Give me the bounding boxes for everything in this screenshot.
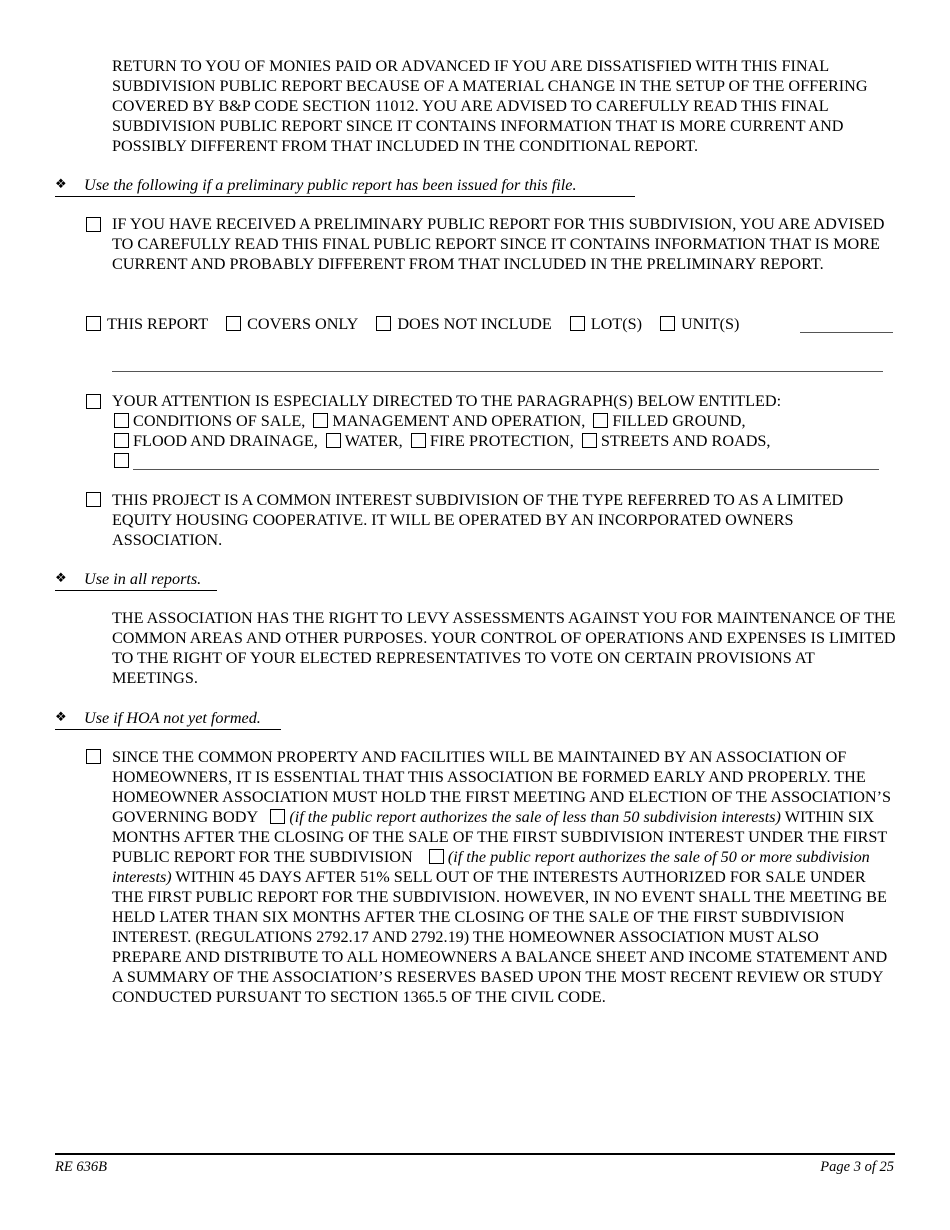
units-label: UNIT(S) <box>680 315 740 333</box>
water-checkbox[interactable] <box>326 433 341 448</box>
unit-count-blank[interactable] <box>800 332 893 333</box>
diamond-bullet-icon: ❖ <box>55 571 67 586</box>
coverage-row <box>86 314 739 334</box>
attention-block <box>112 391 912 471</box>
attention-intro: YOUR ATTENTION IS ESPECIALLY DIRECTED TO THE PARAGRAPH(S) BELOW ENTITLED: <box>112 392 782 410</box>
flood-drainage-checkbox[interactable] <box>114 433 129 448</box>
attention-checkbox[interactable] <box>86 394 101 409</box>
this-report-checkbox[interactable] <box>86 316 101 331</box>
hoa-italic-over-50: (if the public report authorizes the sale of 50 or more subdivision interests) <box>112 848 870 886</box>
cooperative-checkbox[interactable] <box>86 492 101 507</box>
section-heading-hoa: Use if HOA not yet formed. <box>84 709 261 727</box>
preliminary-report-text: IF YOU HAVE RECEIVED A PRELIMINARY PUBLIC REPORT FOR THIS SUBDIVISION, YOU ARE ADVISED TO CAREFULLY READ THIS FINAL PUBLIC REPORT SINCE IT CONTAINS INFORMATION THAT IS MORE CURRENT AND PROBABLY DIFFERENT FROM THAT INCLUDED IN THE PRELIMINARY REPORT. <box>112 215 885 273</box>
under-50-interests-checkbox[interactable] <box>270 809 285 824</box>
cooperative-text: THIS PROJECT IS A COMMON INTEREST SUBDIVISION OF THE TYPE REFERRED TO AS A LIMITED EQUITY HOUSING COOPERATIVE. IT WILL BE OPERATED BY AN INCORPORATED OWNERS ASSOCIATION. <box>112 491 844 549</box>
coverage-description-blank[interactable] <box>112 371 883 372</box>
page-number: Page 3 of 25 <box>820 1159 894 1175</box>
units-checkbox[interactable] <box>660 316 675 331</box>
footer-divider <box>55 1153 895 1155</box>
section-heading-preliminary: Use the following if a preliminary public report has been issued for this file. <box>84 176 577 194</box>
does-not-include-label: DOES NOT INCLUDE <box>397 315 552 333</box>
lots-checkbox[interactable] <box>570 316 585 331</box>
diamond-bullet-icon: ❖ <box>55 710 67 725</box>
lots-label: LOT(S) <box>590 315 642 333</box>
hoa-text-part3: WITHIN 45 DAYS AFTER 51% SELL OUT OF THE INTERESTS AUTHORIZED FOR SALE UNDER THE FIRST PUBLIC REPORT FOR THE SUBDIVISION. HOWEVER, IN NO EVENT SHALL THE MEETING BE HELD LATER THAN SIX MONTHS AFTER THE CLOSING OF THE SALE OF THE FIRST SUBDIVISION INTEREST. (REGULATIONS 2792.17 AND 2792.19) THE HOMEOWNER ASSOCIATION MUST ALSO PREPARE AND DISTRIBUTE TO ALL HOMEOWNERS A BALANCE SHEET AND INCOME STATEMENT AND A SUMMARY OF THE ASSOCIATION’S RESERVES BASED UPON THE MOST RECENT REVIEW OR STUDY CONDUCTED PURSUANT TO SECTION 1365.5 OF THE CIVIL CODE. <box>112 868 888 1006</box>
covers-only-label: COVERS ONLY <box>247 315 359 333</box>
conditions-of-sale-label: CONDITIONS OF SALE, <box>133 412 306 430</box>
hoa-text-part1: SINCE THE COMMON PROPERTY AND FACILITIES WILL BE MAINTAINED BY AN ASSOCIATION OF HOMEOWNERS, IT IS ESSENTIAL THAT THIS ASSOCIATION BE FORMED EARLY AND PROPERLY. THE HOMEOWNER ASSOCIATION MUST HOLD THE FIRST MEETING AND ELECTION OF THE ASSOCIATION’S GOVERNING BODY <box>112 748 891 826</box>
section-heading-all-reports: Use in all reports. <box>84 570 202 588</box>
conditions-of-sale-checkbox[interactable] <box>114 413 129 428</box>
other-paragraph-blank[interactable] <box>133 469 879 470</box>
section-header-preliminary <box>55 175 635 197</box>
intro-paragraph: RETURN TO YOU OF MONIES PAID OR ADVANCED IF YOU ARE DISSATISFIED WITH THIS FINAL SUBDIVISION PUBLIC REPORT BECAUSE OF A MATERIAL CHANGE IN THE SETUP OF THE OFFERING COVERED BY B&P CODE SECTION 11012. YOU ARE ADVISED TO CAREFULLY READ THIS FINAL SUBDIVISION PUBLIC REPORT SINCE IT CONTAINS INFORMATION THAT IS MORE CURRENT AND POSSIBLY DIFFERENT FROM THAT INCLUDED IN THE CONDITIONAL REPORT. <box>112 57 868 155</box>
assessments-text: THE ASSOCIATION HAS THE RIGHT TO LEVY ASSESSMENTS AGAINST YOU FOR MAINTENANCE OF THE COMMON AREAS AND OTHER PURPOSES. YOUR CONTROL OF OPERATIONS AND EXPENSES IS LIMITED TO THE RIGHT OF YOUR ELECTED REPRESENTATIVES TO VOTE ON CERTAIN PROVISIONS AT MEETINGS. <box>112 609 896 687</box>
section-header-all-reports <box>55 569 217 591</box>
management-checkbox[interactable] <box>313 413 328 428</box>
hoa-italic-under-50: (if the public report authorizes the sale of less than 50 subdivision interests) <box>289 808 781 826</box>
hoa-checkbox[interactable] <box>86 749 101 764</box>
this-report-label: THIS REPORT <box>107 315 209 333</box>
covers-only-checkbox[interactable] <box>226 316 241 331</box>
water-label: WATER, <box>344 432 403 450</box>
hoa-text-part2: WITHIN SIX MONTHS AFTER THE CLOSING OF THE SALE OF THE FIRST SUBDIVISION INTEREST UNDER THE FIRST PUBLIC REPORT FOR THE SUBDIVISION <box>112 808 887 866</box>
streets-roads-label: STREETS AND ROADS, <box>600 432 771 450</box>
hoa-paragraph <box>112 747 892 1007</box>
filled-ground-label: FILLED GROUND, <box>612 412 746 430</box>
streets-roads-checkbox[interactable] <box>582 433 597 448</box>
management-label: MANAGEMENT AND OPERATION, <box>332 412 586 430</box>
section-header-hoa <box>55 708 281 730</box>
fire-protection-checkbox[interactable] <box>411 433 426 448</box>
over-50-interests-checkbox[interactable] <box>429 849 444 864</box>
flood-drainage-label: FLOOD AND DRAINAGE, <box>133 432 318 450</box>
other-paragraph-checkbox[interactable] <box>114 453 129 468</box>
fire-protection-label: FIRE PROTECTION, <box>429 432 574 450</box>
form-id: RE 636B <box>55 1159 107 1175</box>
diamond-bullet-icon: ❖ <box>55 177 67 192</box>
preliminary-report-checkbox[interactable] <box>86 217 101 232</box>
filled-ground-checkbox[interactable] <box>593 413 608 428</box>
does-not-include-checkbox[interactable] <box>376 316 391 331</box>
